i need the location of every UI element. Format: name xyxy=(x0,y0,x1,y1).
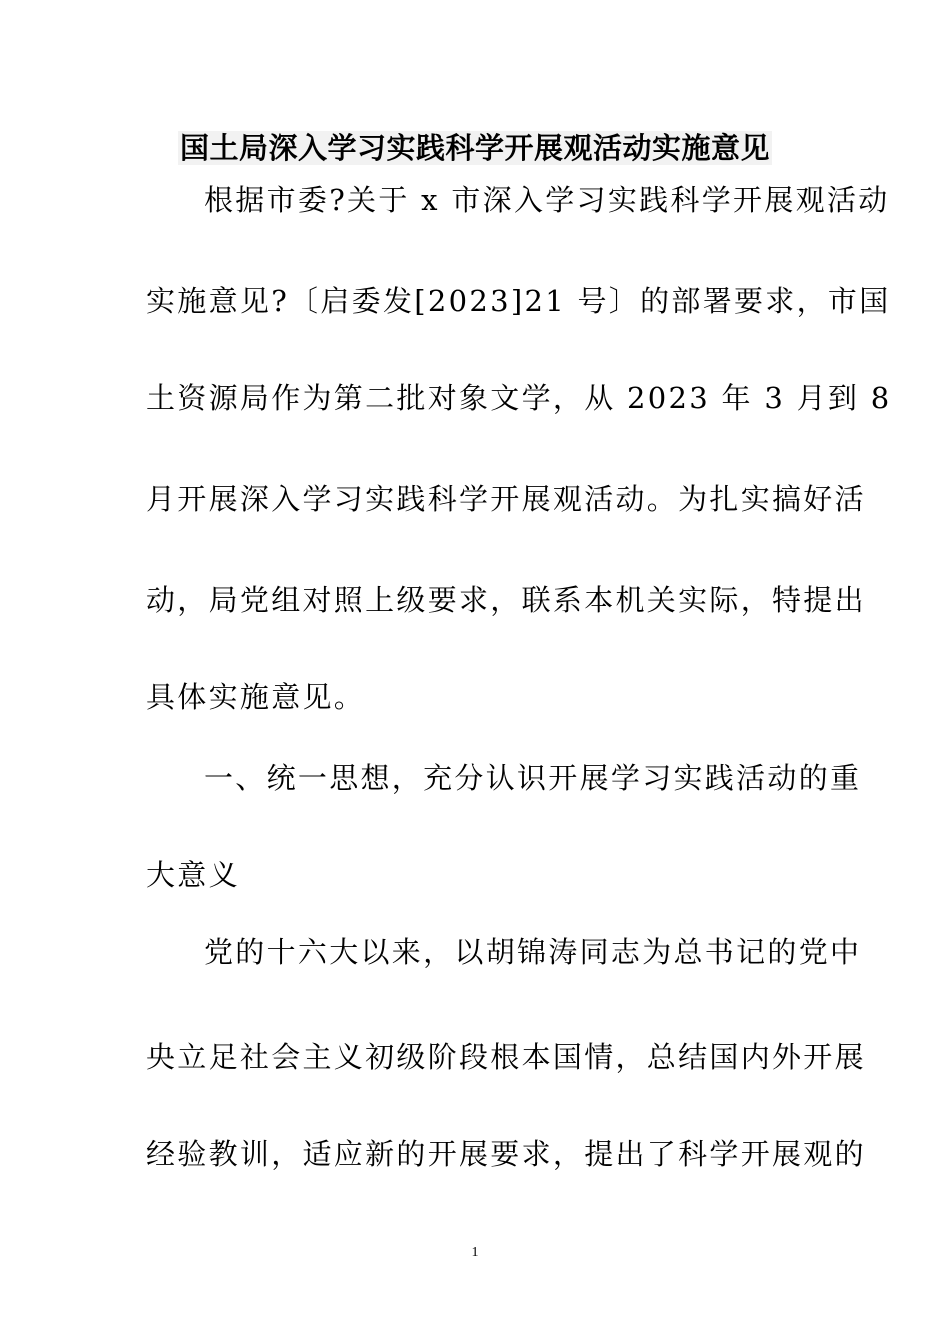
body-line: 土资源局作为第二批对象文学，从 2023 年 3 月到 8 xyxy=(146,381,892,415)
body-line: 央立足社会主义初级阶段根本国情，总结国内外开展 xyxy=(146,1040,866,1074)
body-line: 经验教训，适应新的开展要求，提出了科学开展观的 xyxy=(146,1137,866,1171)
body-line: 具体实施意见。 xyxy=(146,680,366,714)
page-number: 1 xyxy=(471,1245,479,1260)
body-line: 根据市委?关于 x 市深入学习实践科学开展观活动 xyxy=(204,183,890,217)
document-title-text: 国土局深入学习实践科学开展观活动实施意见 xyxy=(179,131,770,165)
document-title xyxy=(0,128,950,168)
body-line: 月开展深入学习实践科学开展观活动。为扎实搞好活 xyxy=(146,482,866,516)
body-line: 党的十六大以来，以胡锦涛同志为总书记的党中 xyxy=(204,935,862,969)
body-line: 动，局党组对照上级要求，联系本机关实际，特提出 xyxy=(146,583,866,617)
body-line: 实施意见?〔启委发[2023]21 号〕的部署要求，市国 xyxy=(146,284,891,318)
section-heading-line: 一、统一思想，充分认识开展学习实践活动的重 xyxy=(204,761,862,795)
section-heading-line: 大意义 xyxy=(146,858,240,892)
